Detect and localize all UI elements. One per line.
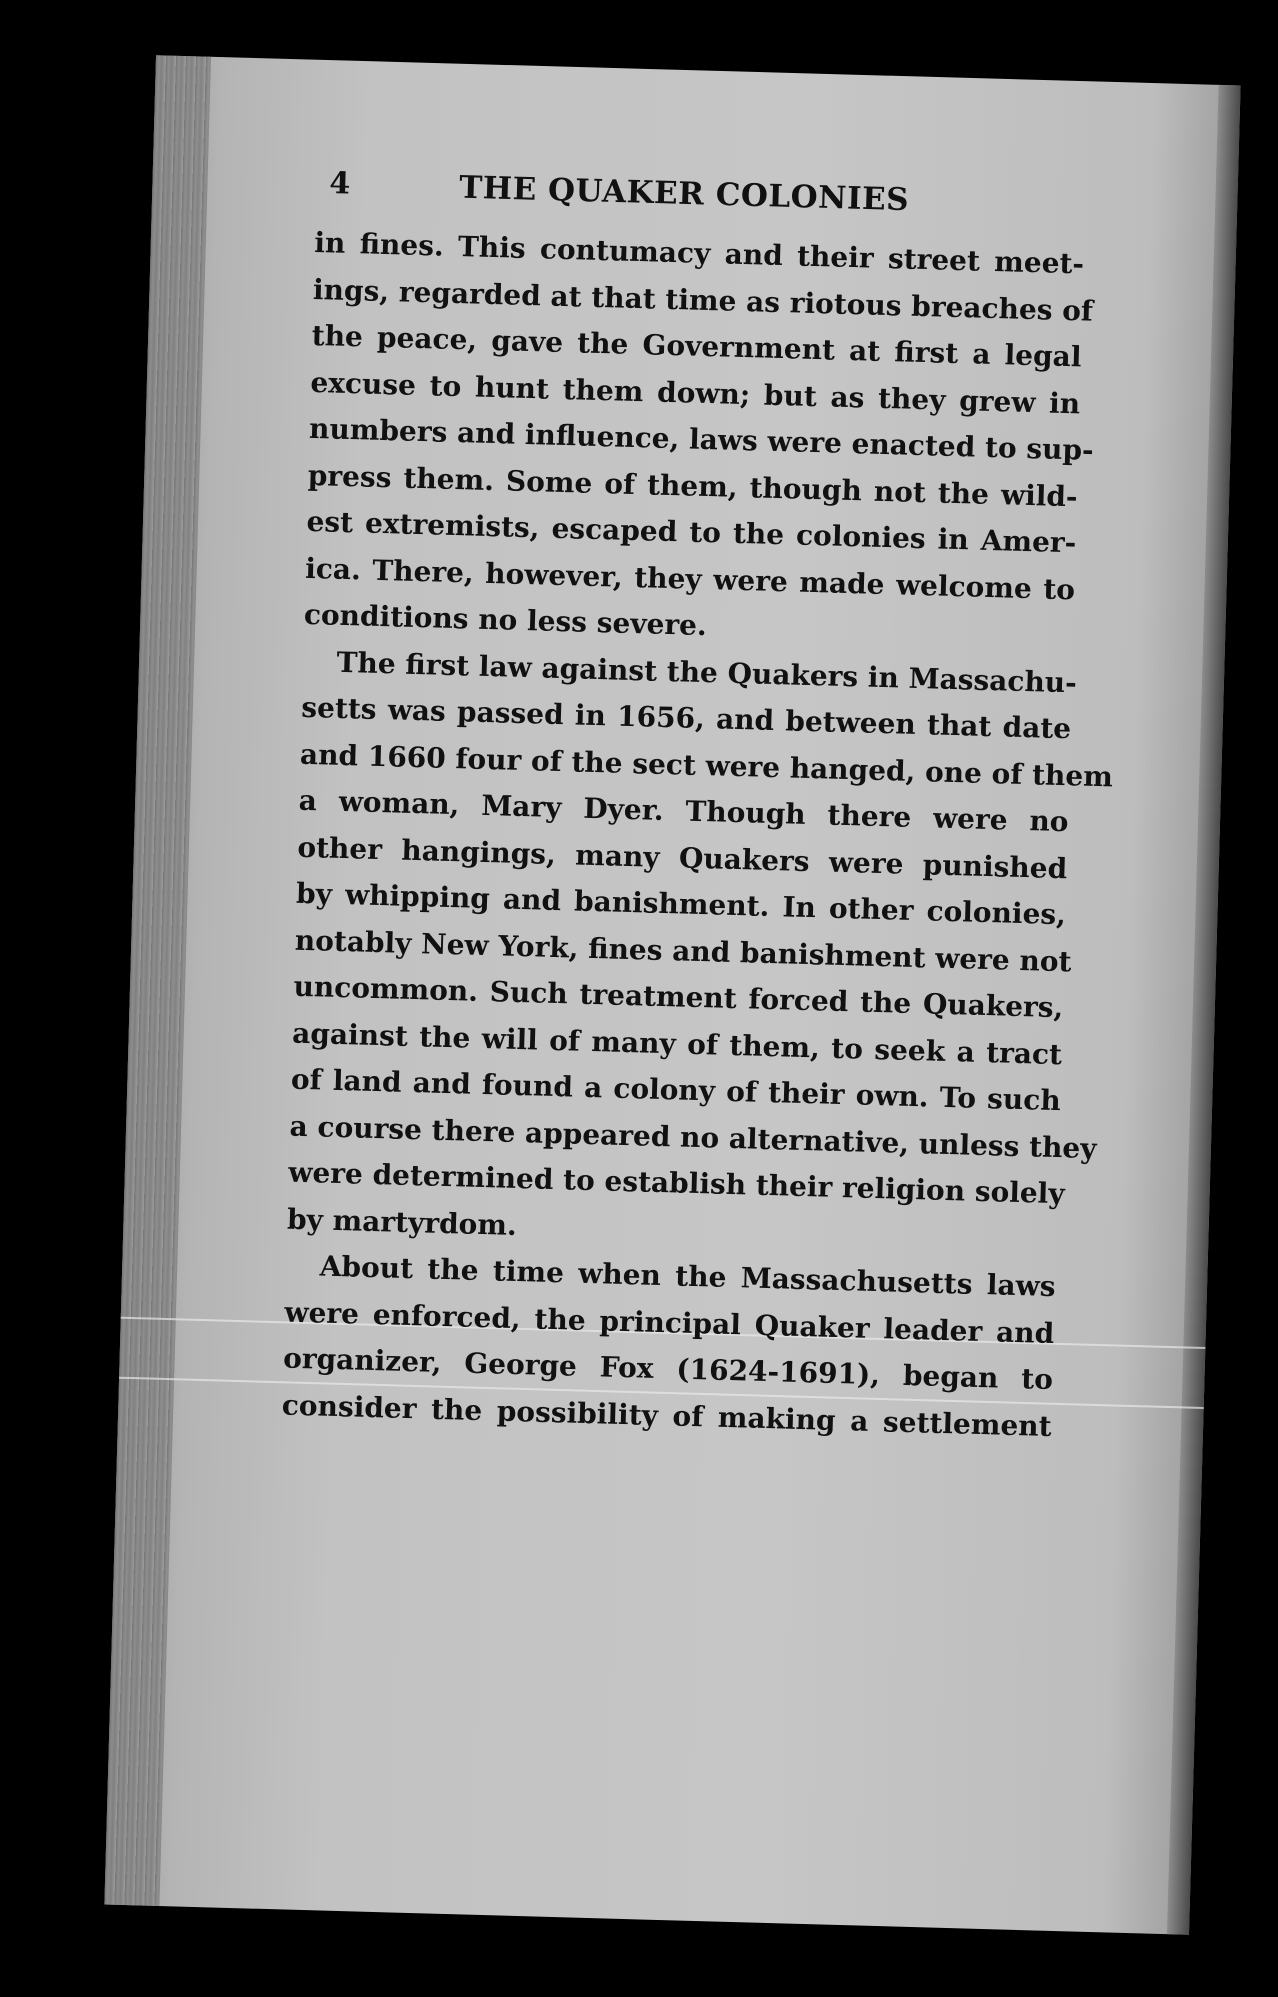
text-line: consider the possibility of making a settlement bbox=[281, 1388, 1053, 1443]
text-line: by martyrdom. bbox=[286, 1202, 518, 1242]
running-head: THE QUAKER COLONIES bbox=[458, 169, 910, 219]
text-line: conditions no less severe. bbox=[303, 597, 708, 643]
text-line: the peace, gave the Government at first a legal bbox=[311, 318, 1082, 374]
text-line: uncommon. Such treatment forced the Quakers, bbox=[293, 969, 1064, 1025]
body-text bbox=[281, 220, 1114, 1450]
text-line: setts was passed in 1656, and between that date bbox=[300, 690, 1072, 746]
text-line: About the time when the Massachusetts laws bbox=[319, 1249, 1056, 1304]
paragraph bbox=[286, 638, 1114, 1264]
text-line: excuse to hunt them down; but as they grew in bbox=[310, 365, 1081, 420]
page-number: 4 bbox=[328, 165, 351, 202]
text-line: ings, regarded at that time as riotous breaches of bbox=[312, 272, 1094, 328]
text-line: were determined to establish their religion solely bbox=[287, 1155, 1066, 1211]
text-line: by whipping and banishment. In other colonies, bbox=[295, 876, 1067, 932]
text-line: The first law against the Quakers in Massachu- bbox=[336, 645, 1078, 699]
text-line: organizer, George Fox (1624-1691), began to bbox=[282, 1341, 1054, 1397]
book-spine bbox=[104, 55, 211, 1906]
text-line: and 1660 four of the sect were hanged, one of them bbox=[299, 737, 1114, 793]
text-line: press them. Some of them, though not the wild- bbox=[307, 458, 1079, 513]
text-line: numbers and influence, laws were enacted to sup- bbox=[308, 411, 1095, 467]
text-line: a course there appeared no alternative, unless they bbox=[289, 1109, 1098, 1165]
text-line: est extremists, escaped to the colonies in Amer- bbox=[306, 504, 1077, 560]
text-line: against the will of many of them, to seek a tract bbox=[291, 1016, 1063, 1071]
text-line: ica. There, however, they were made welcome to bbox=[304, 551, 1076, 606]
text-line: were enforced, the principal Quaker leader and bbox=[284, 1295, 1055, 1350]
text-line: a woman, Mary Dyer. Though there were no bbox=[298, 783, 1069, 839]
paragraph bbox=[281, 1243, 1056, 1450]
text-line: in fines. This contumacy and their street meet- bbox=[313, 225, 1085, 281]
paragraph bbox=[303, 220, 1095, 660]
text-line: of land and found a colony of their own. To such bbox=[290, 1062, 1062, 1118]
text-line: other hangings, many Quakers were punished bbox=[297, 830, 1068, 885]
page-edge-shadow bbox=[1167, 85, 1241, 1935]
text-line: notably New York, fines and banishment were not bbox=[294, 923, 1072, 978]
